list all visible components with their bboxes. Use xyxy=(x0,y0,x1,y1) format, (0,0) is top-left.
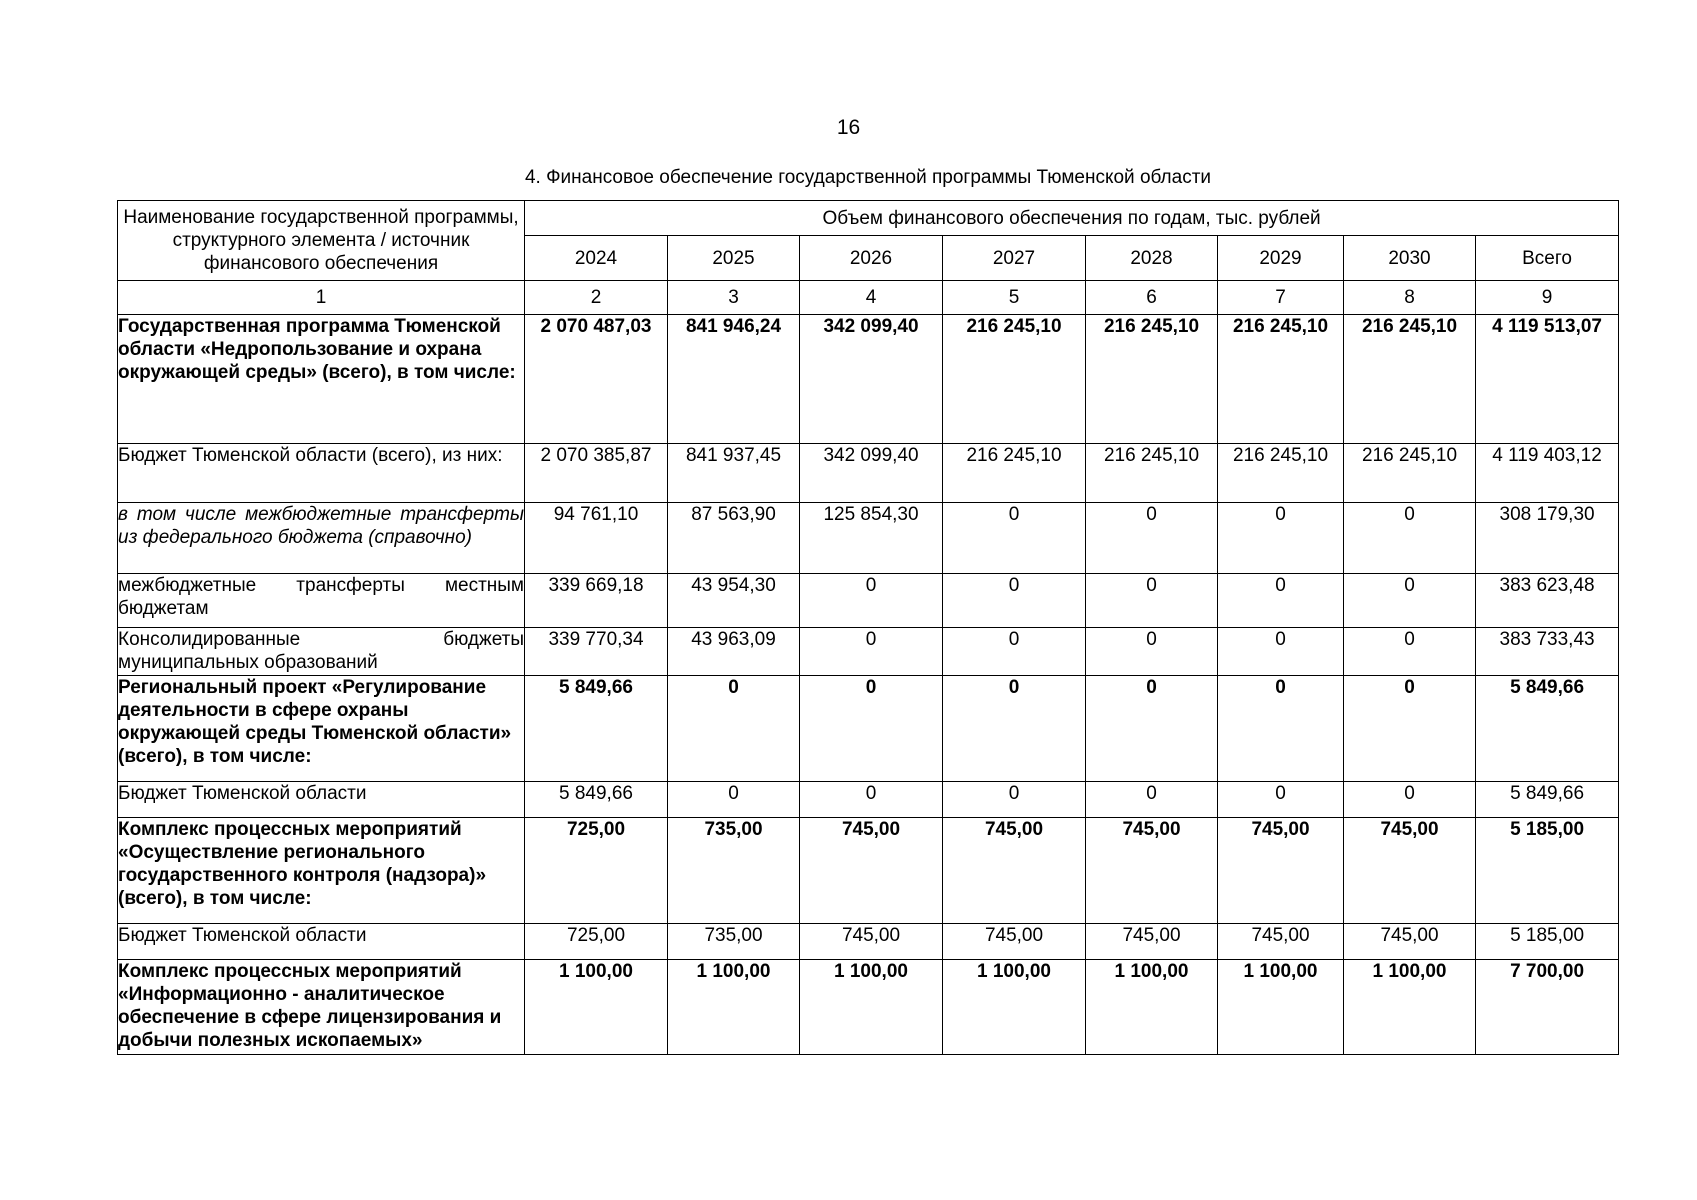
value-cell: 339 669,18 xyxy=(525,574,668,628)
header-year-cell: 2030 xyxy=(1344,236,1476,281)
value-cell: 0 xyxy=(943,628,1086,676)
value-cell: 0 xyxy=(668,782,800,818)
table-row-local-transfers xyxy=(118,574,1619,628)
value-cell: 5 849,66 xyxy=(1476,676,1619,782)
value-cell: 0 xyxy=(1344,503,1476,574)
value-cell: 7 700,00 xyxy=(1476,960,1619,1055)
value-cell: 342 099,40 xyxy=(800,315,943,444)
header-year-cell: 2026 xyxy=(800,236,943,281)
value-cell: 43 954,30 xyxy=(668,574,800,628)
column-number: 2 xyxy=(525,281,668,315)
row-name: Бюджет Тюменской области xyxy=(118,782,525,818)
row-name: Бюджет Тюменской области (всего), из них: xyxy=(118,444,525,503)
value-cell: 1 100,00 xyxy=(668,960,800,1055)
value-cell: 0 xyxy=(1344,574,1476,628)
row-name: Бюджет Тюменской области xyxy=(118,924,525,960)
value-cell: 0 xyxy=(800,628,943,676)
column-number-row xyxy=(118,281,1619,315)
value-cell: 735,00 xyxy=(668,924,800,960)
page-number: 16 xyxy=(836,116,861,139)
value-cell: 0 xyxy=(943,503,1086,574)
value-cell: 745,00 xyxy=(1344,924,1476,960)
value-cell: 0 xyxy=(1086,782,1218,818)
value-cell: 0 xyxy=(1218,574,1344,628)
row-name: Консолидированные бюджеты муниципальных образований xyxy=(118,628,525,676)
value-cell: 342 099,40 xyxy=(800,444,943,503)
value-cell: 0 xyxy=(943,676,1086,782)
value-cell: 4 119 513,07 xyxy=(1476,315,1619,444)
value-cell: 745,00 xyxy=(1218,818,1344,924)
header-year-cell: 2024 xyxy=(525,236,668,281)
value-cell: 725,00 xyxy=(525,924,668,960)
value-cell: 383 733,43 xyxy=(1476,628,1619,676)
value-cell: 745,00 xyxy=(1218,924,1344,960)
header-total-cell: Всего xyxy=(1476,236,1619,281)
table-row-control-complex xyxy=(118,818,1619,924)
value-cell: 0 xyxy=(1086,503,1218,574)
table-row-regional-budget xyxy=(118,924,1619,960)
section-title: 4. Финансовое обеспечение государственной программы Тюменской области xyxy=(524,167,1212,188)
value-cell: 94 761,10 xyxy=(525,503,668,574)
value-cell: 216 245,10 xyxy=(1344,444,1476,503)
value-cell: 5 185,00 xyxy=(1476,818,1619,924)
value-cell: 0 xyxy=(1344,628,1476,676)
row-name: Комплекс процессных мероприятий «Осуществление регионального государственного контроля (надзора)» (всего), в том числе: xyxy=(118,818,525,924)
value-cell: 735,00 xyxy=(668,818,800,924)
value-cell: 0 xyxy=(1218,628,1344,676)
column-number: 8 xyxy=(1344,281,1476,315)
value-cell: 216 245,10 xyxy=(1218,444,1344,503)
table-row-regional-project xyxy=(118,676,1619,782)
value-cell: 745,00 xyxy=(800,924,943,960)
table-row-analytics-complex xyxy=(118,960,1619,1055)
header-row xyxy=(118,201,1619,236)
table-row-federal-transfers xyxy=(118,503,1619,574)
value-cell: 745,00 xyxy=(1086,818,1218,924)
value-cell: 5 849,66 xyxy=(525,676,668,782)
value-cell: 0 xyxy=(1086,676,1218,782)
value-cell: 308 179,30 xyxy=(1476,503,1619,574)
value-cell: 125 854,30 xyxy=(800,503,943,574)
value-cell: 216 245,10 xyxy=(943,444,1086,503)
value-cell: 87 563,90 xyxy=(668,503,800,574)
column-number: 7 xyxy=(1218,281,1344,315)
value-cell: 0 xyxy=(800,676,943,782)
value-cell: 0 xyxy=(943,574,1086,628)
value-cell: 745,00 xyxy=(943,924,1086,960)
value-cell: 216 245,10 xyxy=(1086,444,1218,503)
value-cell: 745,00 xyxy=(1344,818,1476,924)
value-cell: 745,00 xyxy=(1086,924,1218,960)
value-cell: 2 070 487,03 xyxy=(525,315,668,444)
value-cell: 1 100,00 xyxy=(1218,960,1344,1055)
table-row-municipal-budgets xyxy=(118,628,1619,676)
value-cell: 0 xyxy=(1344,782,1476,818)
row-name: в том числе межбюджетные трансферты из федерального бюджета (справочно) xyxy=(118,503,525,574)
value-cell: 1 100,00 xyxy=(1344,960,1476,1055)
value-cell: 1 100,00 xyxy=(1086,960,1218,1055)
value-cell: 339 770,34 xyxy=(525,628,668,676)
value-cell: 1 100,00 xyxy=(525,960,668,1055)
column-number: 9 xyxy=(1476,281,1619,315)
header-year-cell: 2029 xyxy=(1218,236,1344,281)
value-cell: 0 xyxy=(943,782,1086,818)
row-name: межбюджетные трансферты местным бюджетам xyxy=(118,574,525,628)
column-number: 1 xyxy=(118,281,525,315)
table-row-regional-budget xyxy=(118,782,1619,818)
value-cell: 216 245,10 xyxy=(1086,315,1218,444)
value-cell: 5 849,66 xyxy=(525,782,668,818)
value-cell: 725,00 xyxy=(525,818,668,924)
value-cell: 841 937,45 xyxy=(668,444,800,503)
value-cell: 1 100,00 xyxy=(800,960,943,1055)
table-row-program-total xyxy=(118,315,1619,444)
header-year-cell: 2028 xyxy=(1086,236,1218,281)
value-cell: 0 xyxy=(800,574,943,628)
value-cell: 4 119 403,12 xyxy=(1476,444,1619,503)
value-cell: 2 070 385,87 xyxy=(525,444,668,503)
value-cell: 216 245,10 xyxy=(1218,315,1344,444)
value-cell: 0 xyxy=(1086,574,1218,628)
value-cell: 5 185,00 xyxy=(1476,924,1619,960)
header-volume-cell: Объем финансового обеспечения по годам, тыс. рублей xyxy=(525,201,1619,236)
value-cell: 0 xyxy=(668,676,800,782)
value-cell: 43 963,09 xyxy=(668,628,800,676)
table-row-regional-budget xyxy=(118,444,1619,503)
value-cell: 0 xyxy=(1218,503,1344,574)
row-name: Региональный проект «Регулирование деятельности в сфере охраны окружающей среды Тюменской области» (всего), в том числе: xyxy=(118,676,525,782)
value-cell: 745,00 xyxy=(800,818,943,924)
value-cell: 0 xyxy=(1218,676,1344,782)
header-name-cell: Наименование государственной программы, структурного элемента / источник финансового обеспечения xyxy=(118,201,525,281)
value-cell: 0 xyxy=(1218,782,1344,818)
row-name: Государственная программа Тюменской области «Недропользование и охрана окружающей среды» (всего), в том числе: xyxy=(118,315,525,444)
value-cell: 216 245,10 xyxy=(1344,315,1476,444)
column-number: 4 xyxy=(800,281,943,315)
value-cell: 0 xyxy=(800,782,943,818)
value-cell: 216 245,10 xyxy=(943,315,1086,444)
column-number: 5 xyxy=(943,281,1086,315)
value-cell: 383 623,48 xyxy=(1476,574,1619,628)
column-number: 6 xyxy=(1086,281,1218,315)
column-number: 3 xyxy=(668,281,800,315)
value-cell: 1 100,00 xyxy=(943,960,1086,1055)
header-year-cell: 2027 xyxy=(943,236,1086,281)
financing-table xyxy=(117,200,1619,1055)
value-cell: 745,00 xyxy=(943,818,1086,924)
value-cell: 0 xyxy=(1086,628,1218,676)
value-cell: 5 849,66 xyxy=(1476,782,1619,818)
header-year-cell: 2025 xyxy=(668,236,800,281)
value-cell: 841 946,24 xyxy=(668,315,800,444)
value-cell: 0 xyxy=(1344,676,1476,782)
row-name: Комплекс процессных мероприятий «Информационно - аналитическое обеспечение в сфере лицензирования и добычи полезных ископаемых» xyxy=(118,960,525,1055)
